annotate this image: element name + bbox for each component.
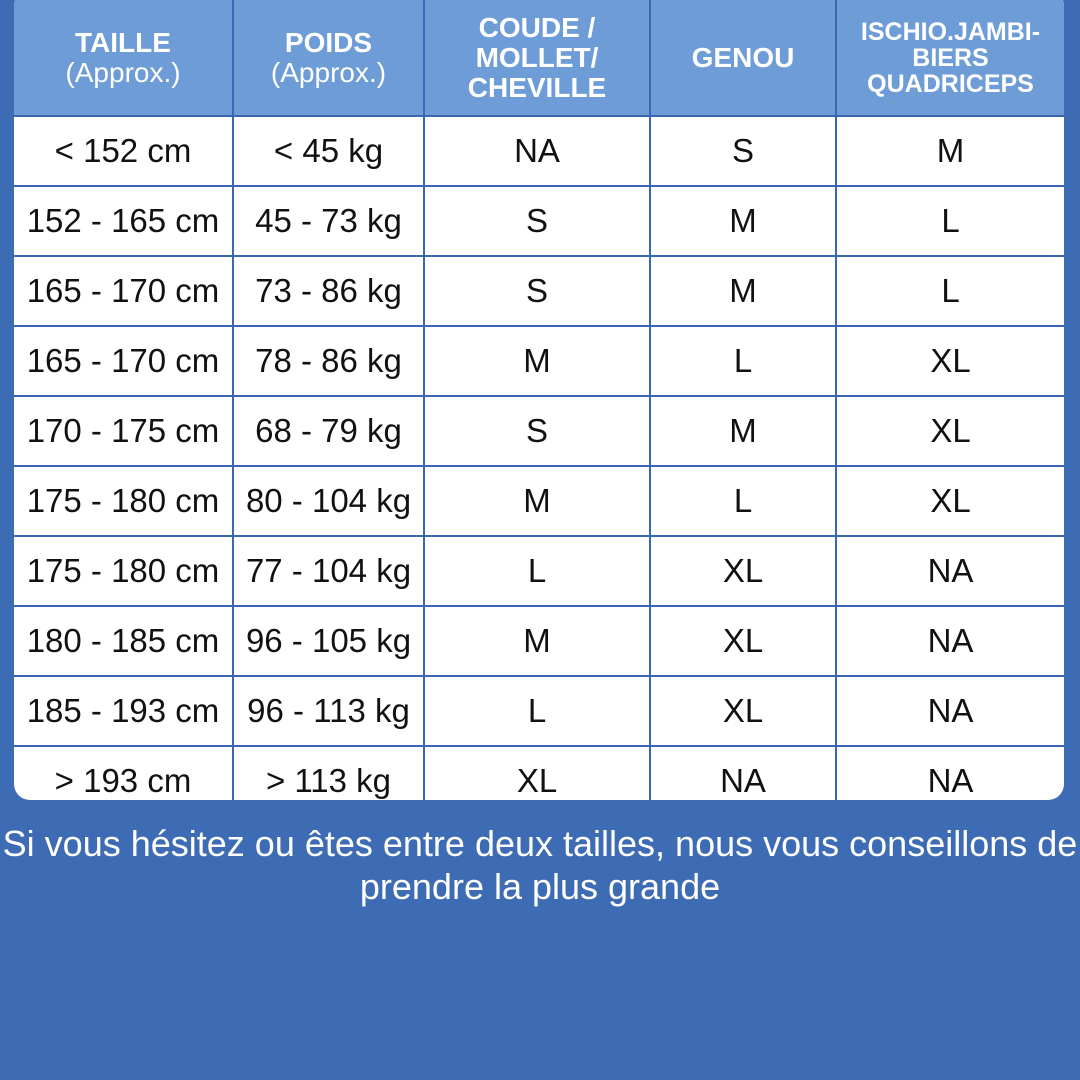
table-cell: XL (836, 326, 1064, 396)
table-cell: 175 - 180 cm (14, 536, 233, 606)
table-cell: L (424, 536, 650, 606)
table-row (14, 116, 1064, 186)
table-cell: L (650, 326, 836, 396)
table-cell: S (650, 116, 836, 186)
table-cell: NA (836, 536, 1064, 606)
table-cell: XL (836, 396, 1064, 466)
table-cell: > 193 cm (14, 746, 233, 800)
table-cell: 45 - 73 kg (233, 186, 424, 256)
table-row (14, 466, 1064, 536)
table-cell: S (424, 186, 650, 256)
header-genou: GENOU (650, 0, 836, 116)
table-row (14, 396, 1064, 466)
table-cell: S (424, 396, 650, 466)
table-cell: NA (836, 676, 1064, 746)
table-cell: < 152 cm (14, 116, 233, 186)
header-coude: COUDE / MOLLET/ CHEVILLE (424, 0, 650, 116)
table-cell: 165 - 170 cm (14, 326, 233, 396)
table-cell: 175 - 180 cm (14, 466, 233, 536)
table-cell: XL (424, 746, 650, 800)
table-cell: M (836, 116, 1064, 186)
table-cell: NA (650, 746, 836, 800)
table-cell: 170 - 175 cm (14, 396, 233, 466)
table-cell: XL (650, 676, 836, 746)
table-row (14, 606, 1064, 676)
table-row (14, 186, 1064, 256)
table-cell: L (650, 466, 836, 536)
table-cell: M (424, 466, 650, 536)
table-row (14, 676, 1064, 746)
table-row (14, 256, 1064, 326)
table-cell: L (836, 186, 1064, 256)
table-cell: NA (836, 606, 1064, 676)
table-cell: > 113 kg (233, 746, 424, 800)
table-cell: XL (836, 466, 1064, 536)
table-cell: M (424, 606, 650, 676)
table-cell: M (650, 396, 836, 466)
table-cell: S (424, 256, 650, 326)
header-ischio: ISCHIO.JAMBI- BIERS QUADRICEPS (836, 0, 1064, 116)
table-cell: XL (650, 606, 836, 676)
table-row (14, 536, 1064, 606)
table-cell: < 45 kg (233, 116, 424, 186)
header-taille: TAILLE (Approx.) (14, 0, 233, 116)
table-cell: M (650, 186, 836, 256)
header-poids: POIDS (Approx.) (233, 0, 424, 116)
size-chart (14, 0, 1064, 800)
table-cell: 165 - 170 cm (14, 256, 233, 326)
table-cell: XL (650, 536, 836, 606)
table-cell: L (424, 676, 650, 746)
table-cell: 185 - 193 cm (14, 676, 233, 746)
table-cell: 180 - 185 cm (14, 606, 233, 676)
table-cell: 96 - 105 kg (233, 606, 424, 676)
table-cell: 96 - 113 kg (233, 676, 424, 746)
table-cell: L (836, 256, 1064, 326)
table-cell: M (650, 256, 836, 326)
header-row (14, 0, 1064, 116)
size-advice-note: Si vous hésitez ou êtes entre deux tailles, nous vous conseillons de prendre la plus grande (2, 823, 1078, 907)
table-cell: NA (836, 746, 1064, 800)
table-row (14, 746, 1064, 800)
table-cell: 68 - 79 kg (233, 396, 424, 466)
table-row (14, 326, 1064, 396)
table-cell: M (424, 326, 650, 396)
table-cell: 77 - 104 kg (233, 536, 424, 606)
table-cell: 78 - 86 kg (233, 326, 424, 396)
table-cell: 73 - 86 kg (233, 256, 424, 326)
table-cell: 152 - 165 cm (14, 186, 233, 256)
table-cell: NA (424, 116, 650, 186)
table-cell: 80 - 104 kg (233, 466, 424, 536)
size-table (14, 0, 1064, 800)
